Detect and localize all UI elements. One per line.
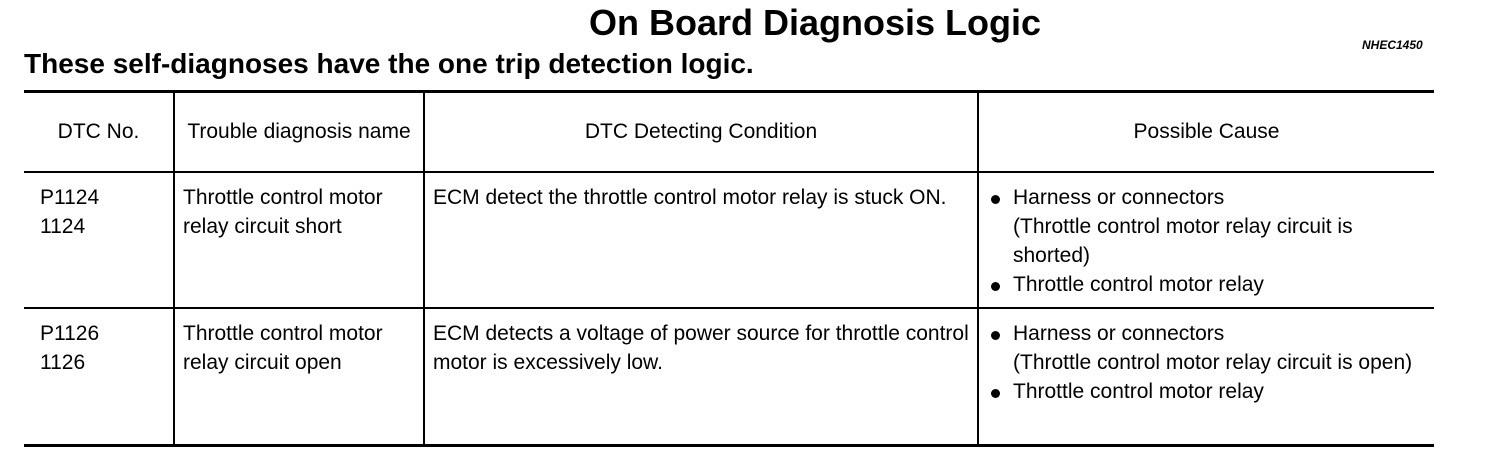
dtc-number: 1126 [40,350,86,374]
cause-text: Throttle control motor relay [1013,379,1264,403]
header-row [24,92,1434,172]
section-code: NHEC1450 [1362,38,1423,52]
possible-cause-cell [978,172,1434,308]
table-row [24,308,1434,446]
column-header-trouble-diagnosis-name: Trouble diagnosis name [174,92,424,172]
dtc-table [24,90,1434,447]
cause-text: Throttle control motor relay [1013,272,1264,296]
cause-list [987,319,1428,406]
cause-detail: (Throttle control motor relay circuit is shorted) [1013,214,1353,267]
cause-item [987,319,1428,377]
dtc-number: 1124 [40,214,86,238]
table-header [24,92,1434,172]
bullet-icon [991,389,1000,398]
diagnosis-name-cell: Throttle control motor relay circuit short [174,172,424,308]
column-header-dtc-no: DTC No. [24,92,174,172]
bullet-icon [991,195,1000,204]
cause-text: Harness or connectors [1013,185,1225,209]
possible-cause-cell [978,308,1434,446]
dtc-cell [24,172,174,308]
table-row [24,172,1434,308]
cause-item [987,183,1428,270]
section-subtitle: These self-diagnoses have the one trip detection logic. [24,48,754,79]
cause-text: Harness or connectors [1013,321,1225,345]
detecting-condition-cell: ECM detects a voltage of power source for throttle control motor is excessively low. [424,308,978,446]
cause-list [987,183,1428,299]
cause-item [987,377,1428,406]
cause-item [987,270,1428,299]
detecting-condition-cell: ECM detect the throttle control motor relay is stuck ON. [424,172,978,308]
column-header-possible-cause: Possible Cause [978,92,1434,172]
table-body [24,172,1434,446]
dtc-code: P1126 [40,321,100,345]
page-title: On Board Diagnosis Logic [588,2,1042,43]
bullet-icon [991,282,1000,291]
cause-detail: (Throttle control motor relay circuit is open) [1013,350,1413,374]
diagnosis-name-cell: Throttle control motor relay circuit open [174,308,424,446]
dtc-cell [24,308,174,446]
column-header-detecting-condition: DTC Detecting Condition [424,92,978,172]
dtc-code: P1124 [40,185,100,209]
bullet-icon [991,331,1000,340]
